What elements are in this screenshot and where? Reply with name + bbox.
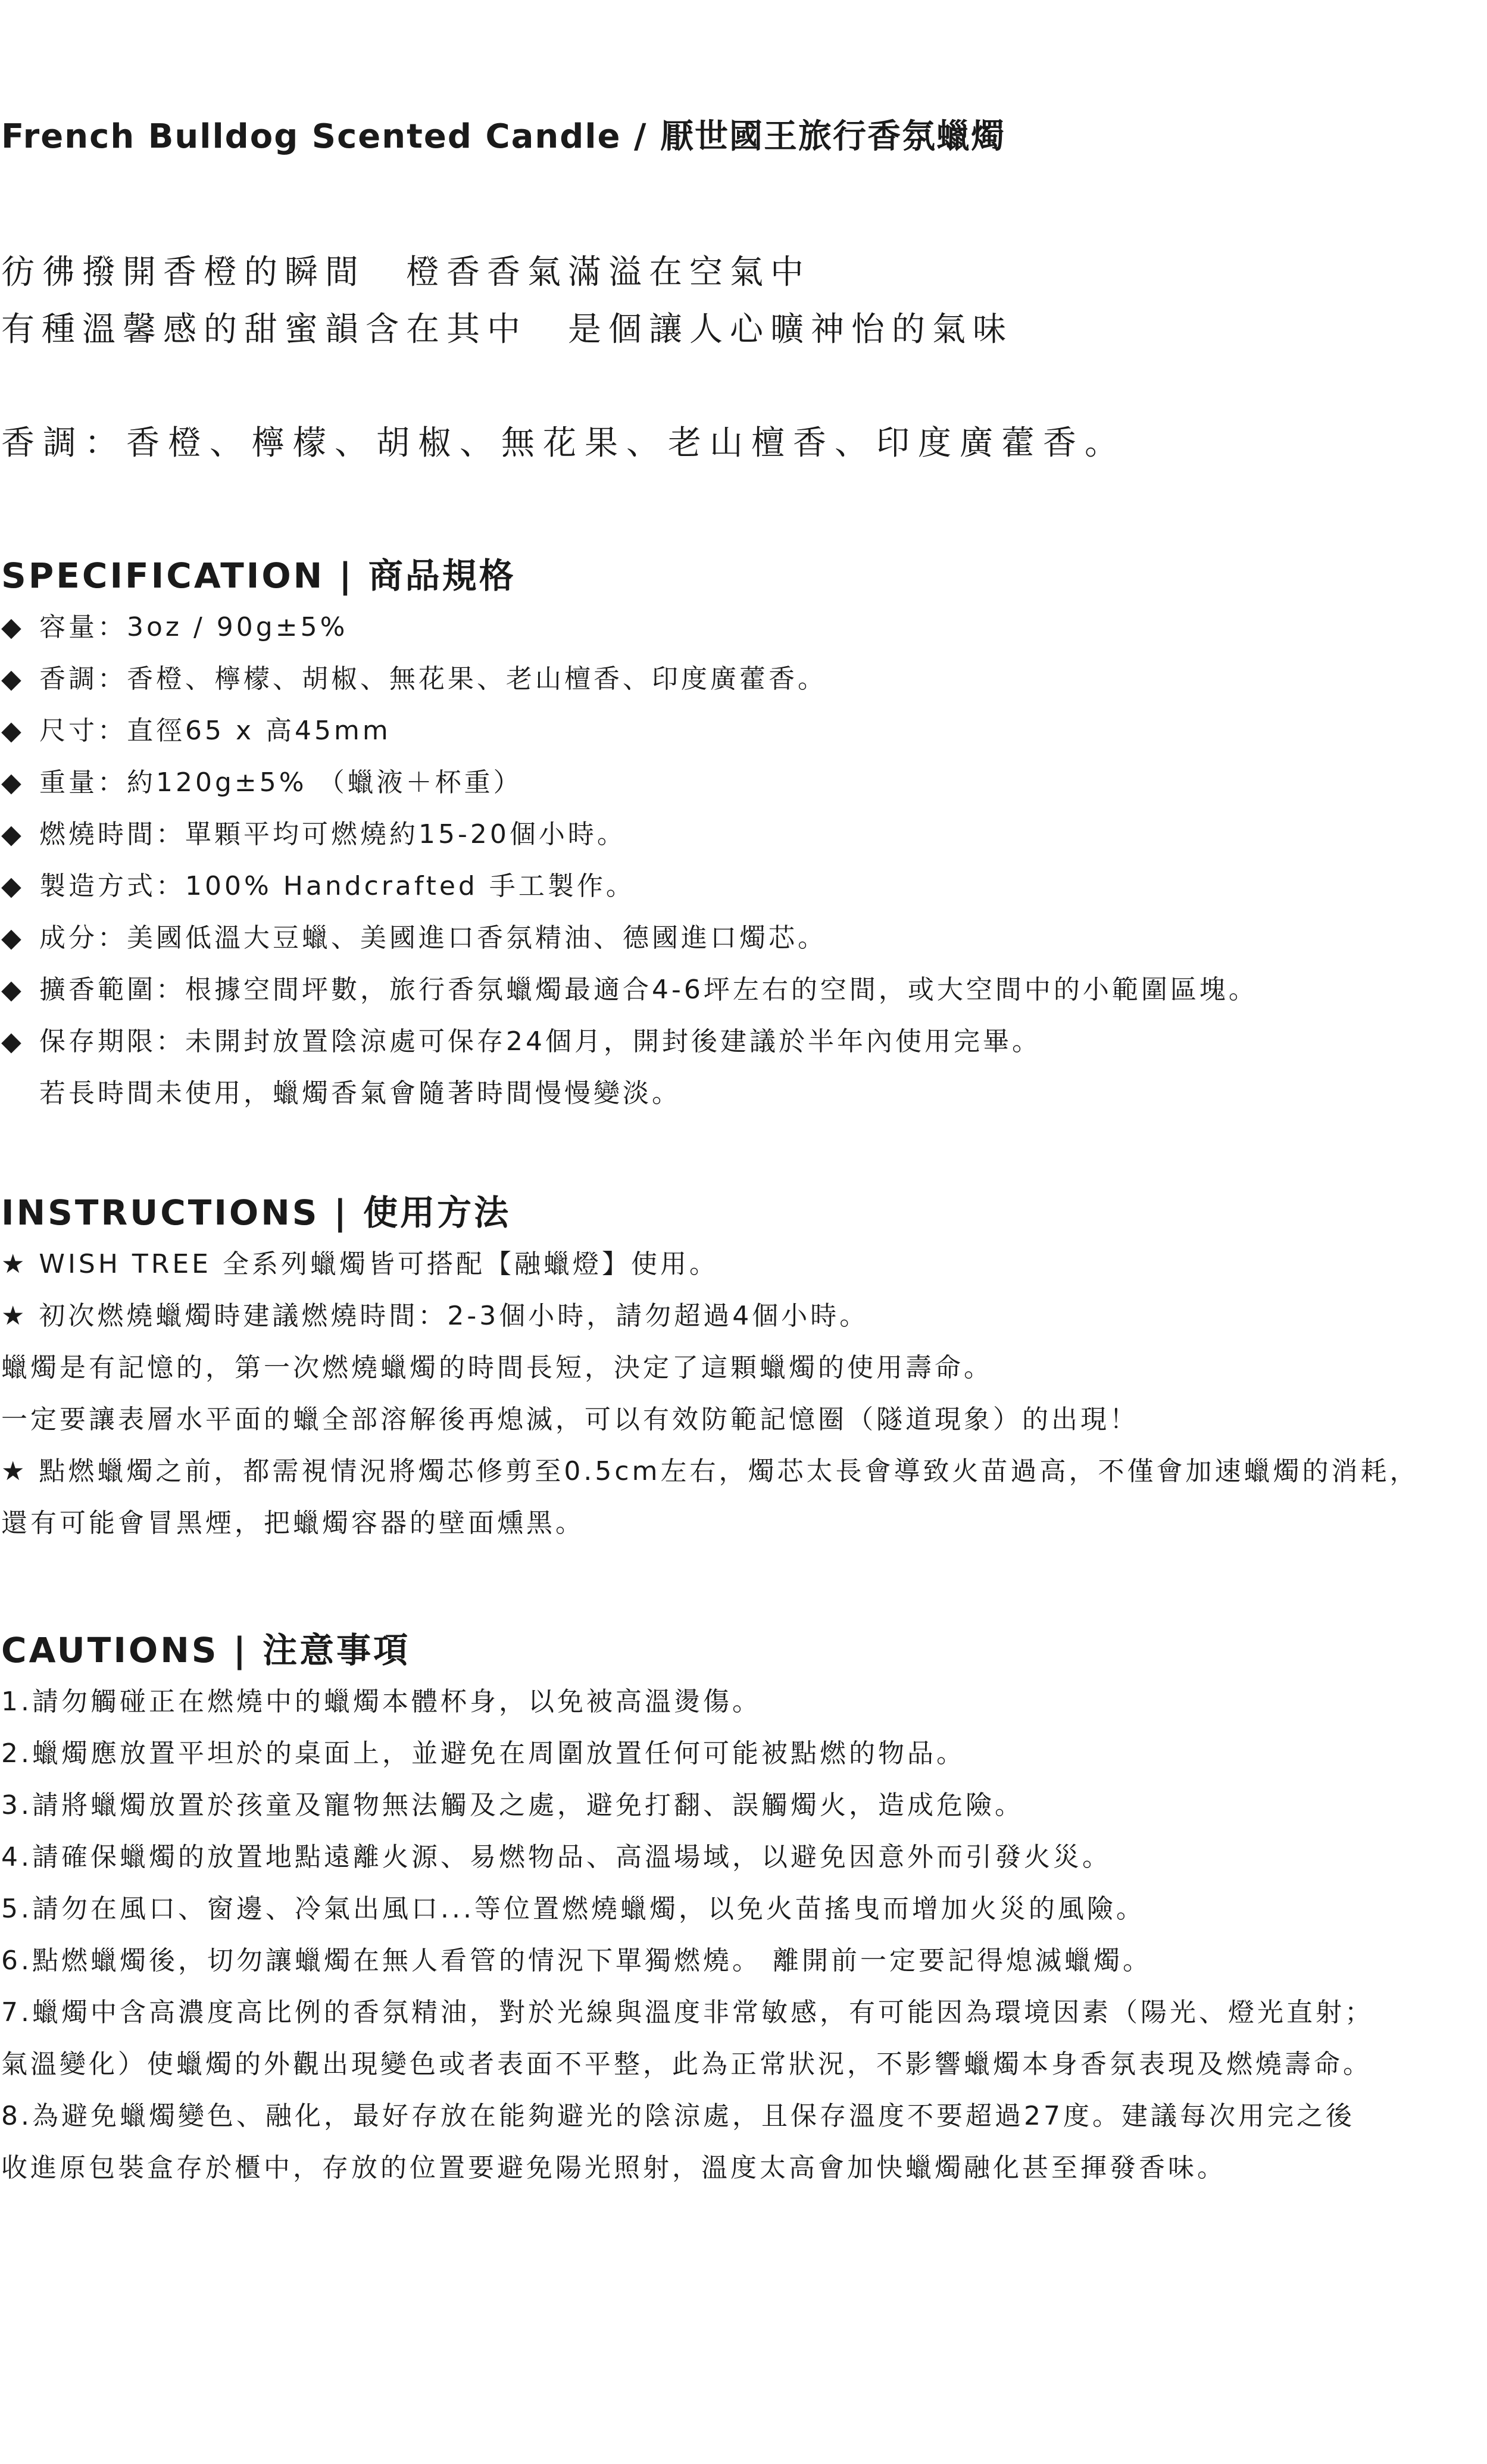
instruction-line: ★ 初次燃燒蠟燭時建議燃燒時間：2-3個小時，請勿超過4個小時。 — [1, 1301, 869, 1331]
diamond-bullet-icon: ◆ — [1, 612, 24, 642]
instruction-line: 蠟燭是有記憶的，第一次燃燒蠟燭的時間長短，決定了這顆蠟燭的使用壽命。 — [1, 1353, 993, 1383]
instruction-line: ★ WISH TREE 全系列蠟燭皆可搭配【融蠟燈】使用。 — [1, 1249, 718, 1279]
instruction-line: 一定要讓表層水平面的蠟全部溶解後再熄滅，可以有效防範記憶圈（隧道現象）的出現！ — [1, 1404, 1139, 1435]
intro-line: 彷彿撥開香橙的瞬間 橙香香氣滿溢在空氣中 — [1, 253, 811, 292]
diamond-bullet-icon: ◆ — [1, 767, 24, 798]
spec-item-text: 成分：美國低溫大豆蠟、美國進口香氛精油、德國進口燭芯。 — [39, 923, 827, 953]
spec-item-shelf-life — [1, 1016, 1258, 1067]
intro-paragraph — [1, 244, 1013, 358]
cautions-heading: CAUTIONS | 注意事項 — [1, 1630, 411, 1670]
caution-line: 3.請將蠟燭放置於孩童及寵物無法觸及之處，避免打翻、誤觸燭火，造成危險。 — [1, 1790, 1024, 1820]
diamond-bullet-icon: ◆ — [1, 1026, 24, 1057]
caution-line: 5.請勿在風口、窗邊、冷氣出風口...等位置燃燒蠟燭，以免火苗搖曳而增加火災的風險。 — [1, 1894, 1145, 1924]
instructions-list — [1, 1238, 1419, 1549]
instructions-heading: INSTRUCTIONS | 使用方法 — [1, 1192, 511, 1233]
diamond-bullet-icon: ◆ — [1, 716, 24, 746]
spec-item-scent-notes — [1, 653, 1258, 705]
specification-heading: SPECIFICATION | 商品規格 — [1, 555, 516, 596]
caution-line: 4.請確保蠟燭的放置地點遠離火源、易燃物品、高溫場域，以避免因意外而引發火災。 — [1, 1842, 1111, 1872]
diamond-bullet-icon: ◆ — [1, 871, 24, 901]
spec-item-diffusion-range — [1, 964, 1258, 1016]
diamond-bullet-icon: ◆ — [1, 664, 24, 694]
spec-item-text: 製造方式：100% Handcrafted 手工製作。 — [39, 871, 635, 901]
caution-line: 7.蠟燭中含高濃度高比例的香氛精油，對於光線與溫度非常敏感，有可能因為環境因素（陽光、燈光直射； — [1, 1997, 1374, 2028]
spec-item-capacity — [1, 601, 1258, 653]
spec-item-weight — [1, 757, 1258, 808]
spec-item-continuation — [1, 1067, 1258, 1119]
caution-line: 2.蠟燭應放置平坦於的桌面上，並避免在周圍放置任何可能被點燃的物品。 — [1, 1738, 966, 1769]
spec-item-text: 擴香範圍：根據空間坪數，旅行香氛蠟燭最適合4-6坪左右的空間，或大空間中的小範圍區塊。 — [39, 975, 1258, 1005]
product-title: French Bulldog Scented Candle / 厭世國王旅行香氛蠟燭 — [1, 117, 1005, 156]
scent-notes-line: 香調：香橙、檸檬、胡椒、無花果、老山檀香、印度廣藿香。 — [1, 424, 1126, 463]
spec-item-text: 燃燒時間：單顆平均可燃燒約15-20個小時。 — [39, 819, 626, 850]
caution-line: 氣溫變化）使蠟燭的外觀出現變色或者表面不平整，此為正常狀況，不影響蠟燭本身香氛表現及燃燒壽命。 — [1, 2049, 1372, 2079]
spec-item-text: 若長時間未使用，蠟燭香氣會隨著時間慢慢變淡。 — [39, 1078, 681, 1108]
intro-line: 有種溫馨感的甜蜜韻含在其中 是個讓人心曠神怡的氣味 — [1, 310, 1013, 349]
diamond-bullet-icon: ◆ — [1, 975, 24, 1005]
spec-item-text: 重量：約120g±5% （蠟液＋杯重） — [39, 767, 523, 798]
instruction-line: 還有可能會冒黑煙，把蠟燭容器的壁面燻黑。 — [1, 1508, 585, 1538]
spec-item-burn-time — [1, 808, 1258, 860]
spec-item-text: 尺寸：直徑65 x 高45mm — [39, 716, 391, 746]
caution-line: 收進原包裝盒存於櫃中，存放的位置要避免陽光照射，溫度太高會加快蠟燭融化甚至揮發香味。 — [1, 2153, 1226, 2183]
instruction-line: ★ 點燃蠟燭之前，都需視情況將燭芯修剪至0.5cm左右，燭芯太長會導致火苗過高，不僅會加速蠟燭的消耗， — [1, 1456, 1419, 1486]
spec-item-size — [1, 705, 1258, 757]
spec-item-manufacturing — [1, 860, 1258, 912]
spec-item-ingredients — [1, 912, 1258, 964]
diamond-bullet-icon: ◆ — [1, 819, 24, 850]
specification-list — [1, 601, 1258, 1119]
caution-line: 6.點燃蠟燭後，切勿讓蠟燭在無人看管的情況下單獨燃燒。 離開前一定要記得熄滅蠟燭。 — [1, 1945, 1152, 1976]
caution-line: 8.為避免蠟燭變色、融化，最好存放在能夠避光的陰涼處，且保存溫度不要超過27度。建議每次用完之後 — [1, 2101, 1355, 2131]
spec-item-text: 香調：香橙、檸檬、胡椒、無花果、老山檀香、印度廣藿香。 — [39, 664, 827, 694]
spec-item-text: 保存期限：未開封放置陰涼處可保存24個月，開封後建議於半年內使用完畢。 — [39, 1026, 1041, 1057]
cautions-list — [1, 1676, 1374, 2194]
diamond-bullet-icon: ◆ — [1, 923, 24, 953]
caution-line: 1.請勿觸碰正在燃燒中的蠟燭本體杯身，以免被高溫燙傷。 — [1, 1687, 761, 1717]
spec-item-text: 容量：3oz / 90g±5% — [39, 612, 348, 642]
